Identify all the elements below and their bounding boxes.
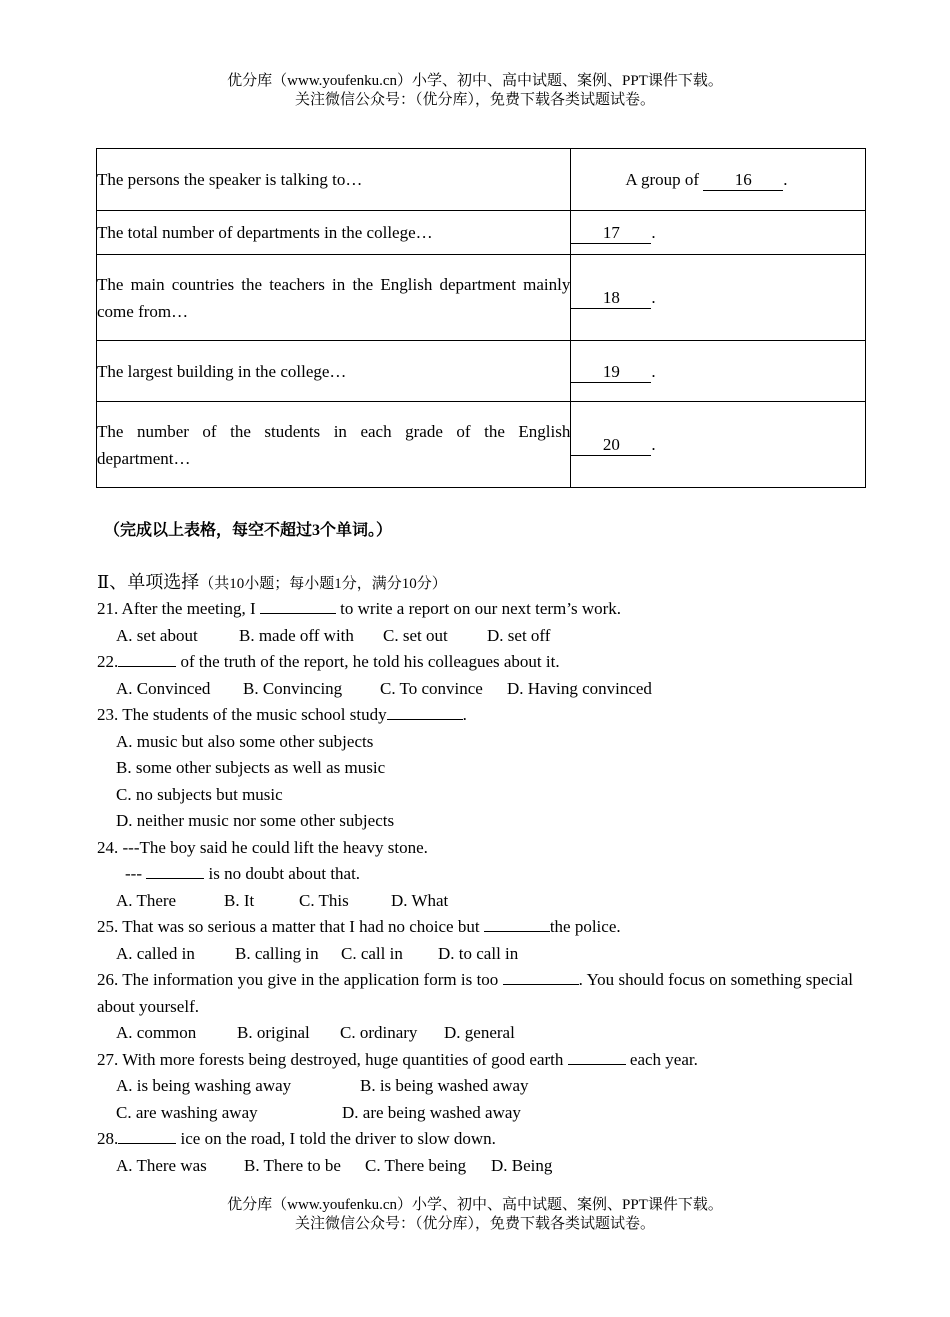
table-row: [97, 402, 866, 488]
stem-text: 21. After the meeting, I: [97, 599, 260, 618]
answer-blank: [503, 969, 579, 985]
answer-blank-18: 18: [571, 288, 651, 309]
option: B. It: [224, 890, 255, 910]
answer-blank: [118, 651, 176, 667]
question-options: [97, 676, 853, 703]
stem-text: ice on the road, I told the driver to slow down.: [176, 1129, 496, 1148]
option: D. What: [391, 890, 449, 910]
option: A. music but also some other subjects: [116, 731, 374, 751]
question-stem: [97, 1126, 853, 1153]
question-options: [97, 1020, 853, 1047]
stem-text: is no doubt about that.: [204, 864, 361, 883]
table-row: [97, 341, 866, 402]
option: A. called in: [116, 943, 195, 963]
stem-text: 28.: [97, 1129, 119, 1148]
option: C. no subjects but music: [116, 784, 283, 804]
listening-table: [96, 148, 866, 488]
question-options: [97, 1100, 853, 1127]
stem-text: 25. That was so serious a matter that I had no choice but: [97, 917, 484, 936]
page-header: [0, 72, 950, 110]
table-instruction: （完成以上表格，每空不超过3个单词。）: [104, 522, 393, 539]
answer-blank: [146, 863, 204, 879]
question-options: [97, 1073, 853, 1100]
option: B. is being washed away: [360, 1076, 529, 1095]
stem-text: each year.: [625, 1049, 698, 1069]
answer-blank-16: 16: [703, 170, 783, 191]
table-question-cell: The largest building in the college…: [97, 341, 571, 402]
option: D. Having convinced: [507, 678, 652, 698]
table-question-cell: The total number of departments in the college…: [97, 211, 571, 255]
question-list: [97, 596, 853, 1179]
stem-text: 23. The students of the music school study: [97, 705, 387, 724]
option: B. original: [237, 1023, 310, 1042]
option: A. There was: [116, 1155, 207, 1175]
stem-text: to write a report on our next term’s work.: [335, 599, 622, 618]
question-stem: [97, 1047, 853, 1074]
option: C. call in: [341, 943, 403, 963]
answer-blank: [387, 704, 463, 720]
option: B. made off with: [239, 625, 354, 645]
option: D. neither music nor some other subjects: [116, 811, 395, 830]
option: A. There: [116, 890, 177, 910]
table-answer-cell: 18 .: [571, 255, 866, 341]
header-line-1: 优分库（www.youfenku.cn）小学、初中、高中试题、案例、PPT课件下载。: [227, 73, 723, 89]
question-stem: [97, 596, 853, 623]
section-title: Ⅱ、单项选择: [97, 572, 200, 592]
stem-text: 27. With more forests being destroyed, huge quantities of good earth: [97, 1049, 568, 1069]
question-stem: [97, 967, 853, 1020]
stem-text: 22.: [97, 652, 119, 671]
option: C. ordinary: [340, 1023, 418, 1042]
answer-blank: [260, 598, 336, 614]
answer-blank-19: 19: [571, 362, 651, 383]
answer-blank-17: 17: [571, 223, 651, 244]
stem-text: . You should focus on something special about yourself.: [97, 970, 853, 1016]
question-options: [97, 1153, 853, 1180]
option: B. some other subjects as well as music: [116, 758, 386, 777]
answer-blank: [118, 1128, 176, 1144]
table-answer-cell: 20 .: [571, 402, 866, 488]
table-answer-cell: 17 .: [571, 211, 866, 255]
option: D. set off: [487, 625, 551, 645]
option: A. Convinced: [116, 678, 211, 698]
table-row: [97, 255, 866, 341]
table-question-cell: The main countries the teachers in the English department mainly come from…: [97, 255, 571, 341]
question-stem: [97, 702, 853, 729]
option: C. To convince: [380, 678, 483, 698]
question-stem: [97, 649, 853, 676]
option: C. are washing away: [116, 1102, 258, 1122]
page-footer: [0, 1196, 950, 1234]
stem-text: 26. The information you give in the application form is too: [97, 970, 503, 989]
option: B. calling in: [235, 943, 319, 963]
option: C. set out: [383, 625, 448, 645]
option: A. set about: [116, 625, 198, 645]
table-question-cell: The number of the students in each grade of the English department…: [97, 402, 571, 488]
table-answer-cell: A group of 16 .: [571, 149, 866, 211]
option: A. common: [116, 1023, 197, 1042]
option: A. is being washing away: [116, 1076, 292, 1095]
question-options: [97, 888, 853, 915]
question-stem: 24. ---The boy said he could lift the heavy stone.: [97, 837, 428, 857]
question-options: [97, 623, 853, 650]
header-line-2: 关注微信公众号：（优分库），免费下载各类试题试卷。: [294, 92, 655, 108]
stem-text: ---: [125, 864, 147, 883]
stem-text: the police.: [549, 917, 621, 936]
option: C. This: [299, 890, 349, 910]
table-question-cell: The persons the speaker is talking to…: [97, 149, 571, 211]
footer-line-2: 关注微信公众号：（优分库），免费下载各类试题试卷。: [294, 1216, 655, 1232]
answer-blank-20: 20: [571, 435, 651, 456]
answer-blank: [484, 916, 550, 932]
option: D. are being washed away: [342, 1102, 521, 1122]
section-subtitle: （共10小题；每小题1分，满分10分）: [199, 576, 447, 592]
question-reply: [97, 861, 853, 888]
answer-blank: [568, 1049, 626, 1065]
stem-text: of the truth of the report, he told his colleagues about it.: [176, 652, 560, 671]
option: D. Being: [491, 1155, 553, 1175]
option: D. to call in: [438, 943, 519, 963]
stem-text: .: [462, 705, 467, 724]
section-heading: [97, 568, 447, 594]
question-options: [97, 941, 853, 968]
option: D. general: [444, 1023, 515, 1042]
question-stem: [97, 914, 853, 941]
option: B. There to be: [244, 1155, 341, 1175]
answer-prefix: A group of: [625, 170, 704, 189]
table-row: [97, 211, 866, 255]
table-answer-cell: 19 .: [571, 341, 866, 402]
table-row: [97, 149, 866, 211]
option: B. Convincing: [243, 678, 343, 698]
option: C. There being: [365, 1155, 467, 1175]
footer-line-1: 优分库（www.youfenku.cn）小学、初中、高中试题、案例、PPT课件下载。: [227, 1197, 723, 1213]
